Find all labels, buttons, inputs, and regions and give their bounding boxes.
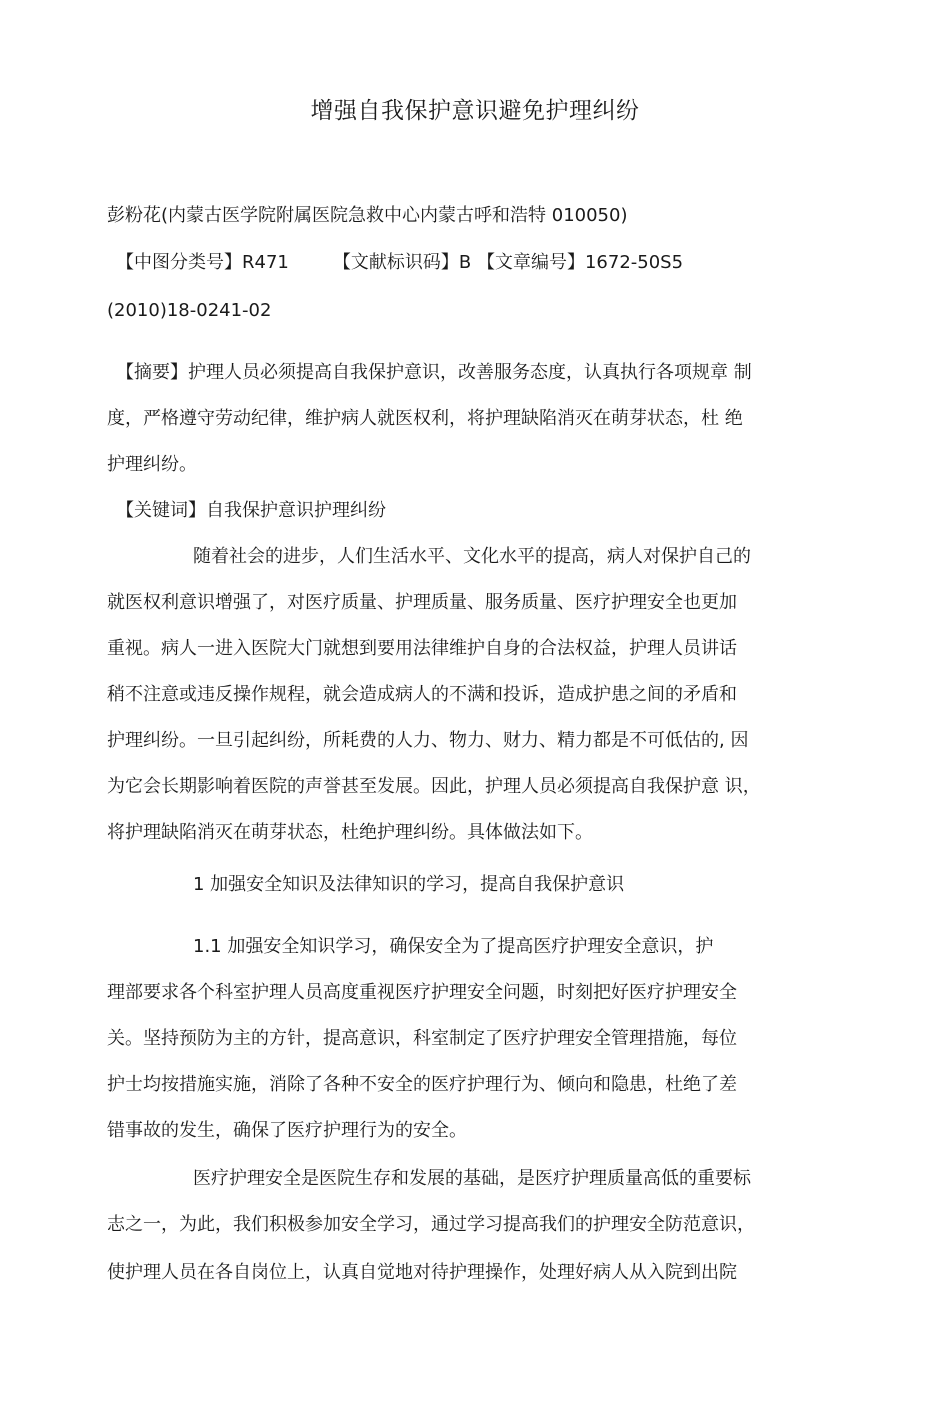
clc-number: 【中图分类号】R471 [116, 252, 289, 273]
abstract-line: 护理纠纷。 [107, 454, 197, 475]
subsection-line: 1.1 加强安全知识学习，确保安全为了提高医疗护理安全意识，护 [193, 936, 714, 957]
body-line: 就医权利意识增强了，对医疗质量、护理质量、服务质量、医疗护理安全也更加 [107, 592, 737, 613]
body-line: 护理纠纷。一旦引起纠纷，所耗费的人力、物力、财力、精力都是不可低估的, 因 [107, 730, 749, 751]
subsection-line: 理部要求各个科室护理人员高度重视医疗护理安全问题，时刻把好医疗护理安全 [107, 982, 737, 1003]
body-line: 志之一，为此，我们积极参加安全学习，通过学习提高我们的护理安全防范意识， [107, 1214, 755, 1235]
subsection-line: 关。坚持预防为主的方针，提高意识，科室制定了医疗护理安全管理措施，每位 [107, 1028, 737, 1049]
article-number: 【文章编号】1672-50S5 [476, 252, 684, 273]
author-affiliation: 彭粉花(内蒙古医学院附属医院急救中心内蒙古呼和浩特 010050) [107, 205, 628, 226]
body-line: 稍不注意或违反操作规程，就会造成病人的不满和投诉，造成护患之间的矛盾和 [107, 684, 737, 705]
abstract-line: 度，严格遵守劳动纪律，维护病人就医权利，将护理缺陷消灭在萌芽状态，杜 绝 [107, 408, 743, 429]
subsection-line: 错事故的发生，确保了医疗护理行为的安全。 [107, 1120, 467, 1141]
body-line: 重视。病人一进入医院大门就想到要用法律维护自身的合法权益，护理人员讲话 [107, 638, 737, 659]
body-line: 为它会长期影响着医院的声誉甚至发展。因此，护理人员必须提高自我保护意 识， [107, 776, 761, 797]
abstract-line: 【摘要】护理人员必须提高自我保护意识，改善服务态度，认真执行各项规章 制 [116, 362, 752, 383]
body-line: 使护理人员在各自岗位上，认真自觉地对待护理操作，处理好病人从入院到出院 [107, 1262, 737, 1283]
document-code: 【文献标识码】B [332, 252, 472, 273]
article-number-continued: (2010)18-0241-02 [107, 300, 272, 321]
classification-line [116, 249, 683, 277]
body-line: 随着社会的进步，人们生活水平、文化水平的提高，病人对保护自己的 [193, 546, 751, 567]
body-line: 医疗护理安全是医院生存和发展的基础，是医疗护理质量高低的重要标 [193, 1168, 751, 1189]
body-line: 将护理缺陷消灭在萌芽状态，杜绝护理纠纷。具体做法如下。 [107, 822, 593, 843]
document-title: 增强自我保护意识避免护理纠纷 [310, 98, 640, 124]
keywords: 【关键词】自我保护意识护理纠纷 [116, 500, 386, 521]
section-heading: 1 加强安全知识及法律知识的学习，提高自我保护意识 [193, 874, 625, 895]
subsection-line: 护士均按措施实施，消除了各种不安全的医疗护理行为、倾向和隐患，杜绝了差 [107, 1074, 737, 1095]
